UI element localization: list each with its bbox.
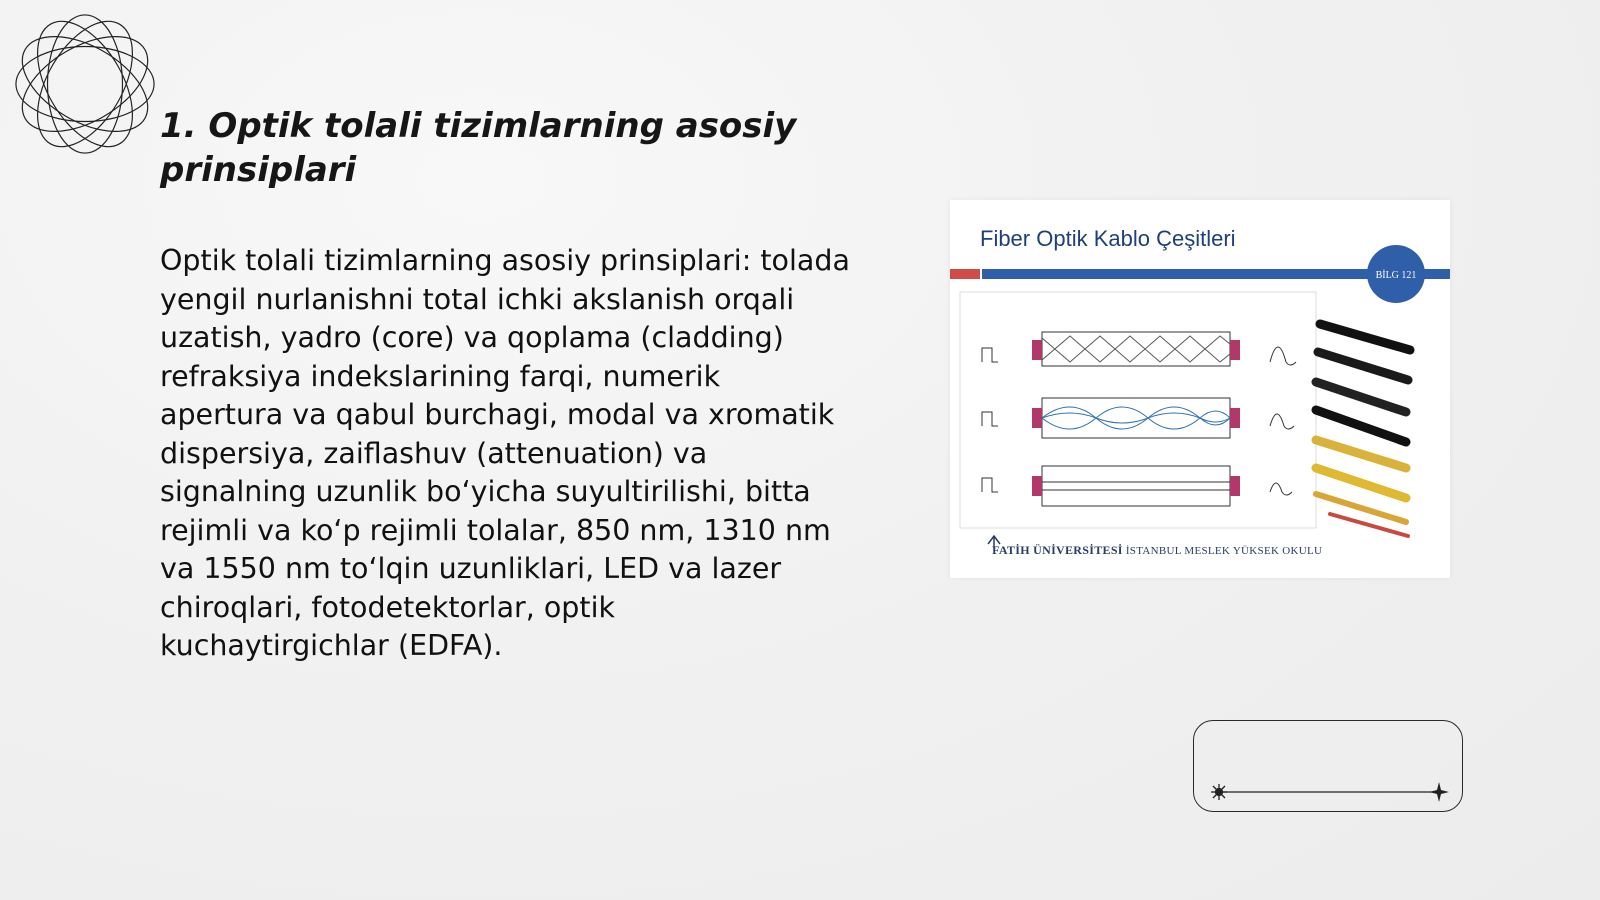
course-badge: BİLG 121 [1375, 270, 1417, 281]
sun-icon [1211, 784, 1227, 800]
figure-footer [986, 543, 1322, 558]
spirograph-ornament-icon [10, 10, 160, 158]
fiber-optic-figure [950, 200, 1450, 578]
decorative-timeline-box [1193, 720, 1463, 812]
slide-body-text: Optik tolali tizimlarning asosiy prinsiplari: tolada yengil nurlanishni total ichki akslanish orqali uzatish, yadro (core) va qoplama (cladding) refraksiya indekslarining farqi, numerik apertura va qabul burchagi, modal va xromatik dispersiya, zaiflashuv (attenuation) va signalning uzunlik bo‘yicha suyultirilishi, bitta rejimli va ko‘p rejimli tolalar, 850 nm, 1310 nm va 1550 nm to‘lqin uzunliklari, LED va lazer chiroqlari, fotodetektorlar, optik kuchaytirgichlar (EDFA). [160, 244, 850, 662]
sparkle-icon [1429, 782, 1449, 802]
university-name: FATİH ÜNİVERSİTESİ [992, 543, 1123, 557]
school-name: İSTANBUL MESLEK YÜKSEK OKULU [1125, 545, 1323, 557]
timeline-graphic [1193, 720, 1463, 812]
figure-title: Fiber Optik Kablo Çeşitleri [980, 226, 1236, 251]
fiber-types-diagram [950, 200, 1450, 578]
slide-title: 1. Optik tolali tizimlarning asosiy prinsiplari [160, 106, 797, 190]
